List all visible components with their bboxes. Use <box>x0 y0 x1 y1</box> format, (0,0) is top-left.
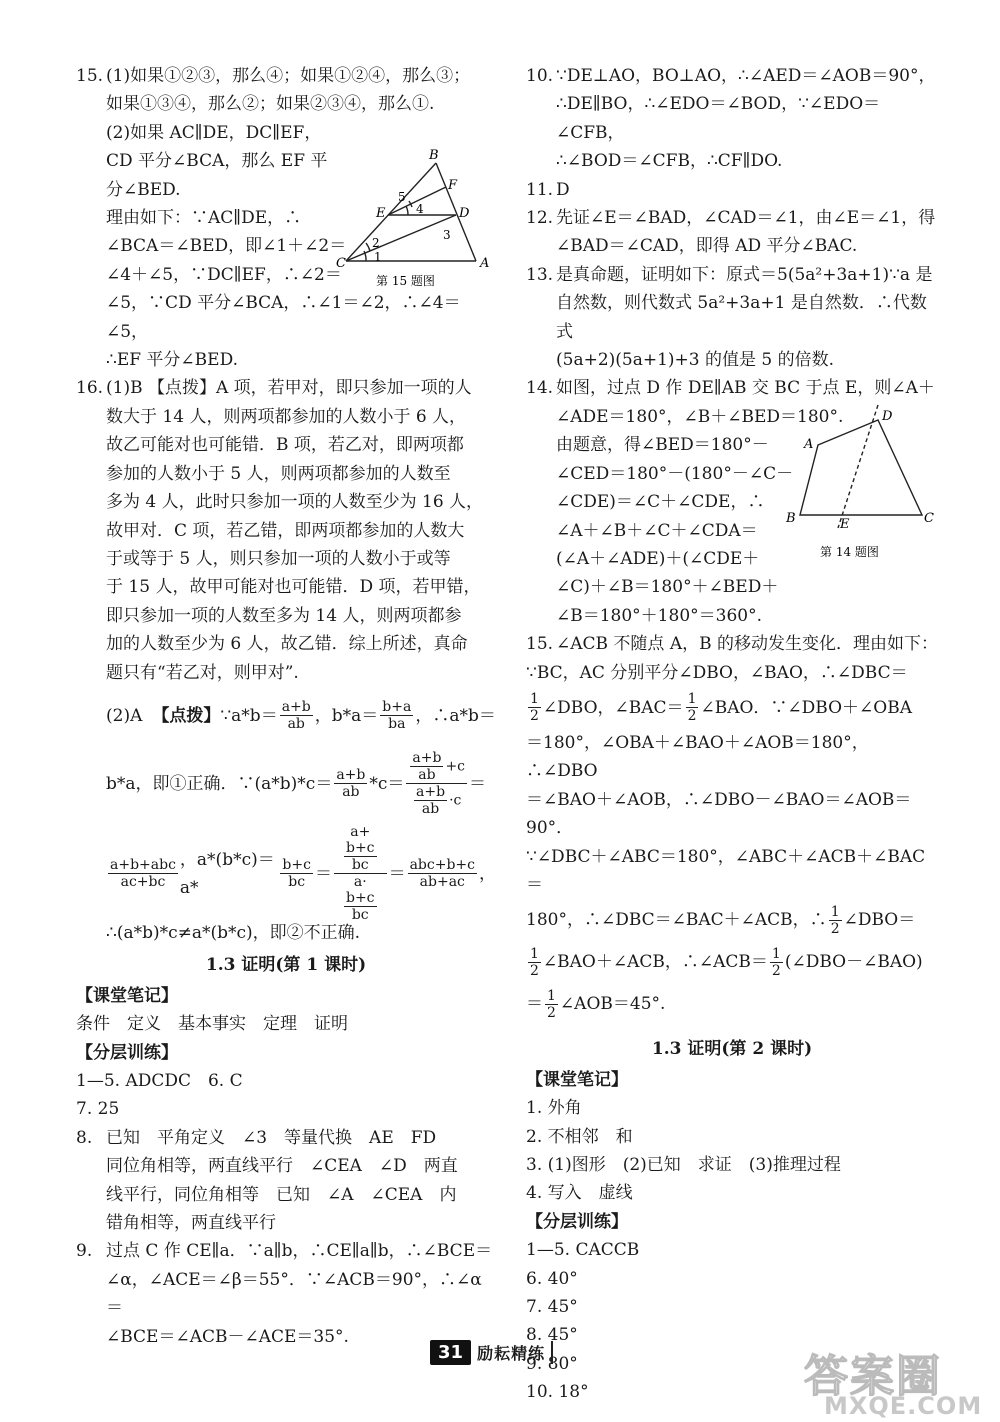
text-line: ∴DE∥BO，∴∠EDO＝∠BOD，∵∠EDO＝∠CFB， <box>556 94 881 143</box>
notes-answer: 1. 外角 <box>526 1098 582 1119</box>
q-number: 15. <box>76 66 104 86</box>
text-line: 如果①③④，那么②；如果②③④，那么①. <box>106 94 435 115</box>
notes-answer: 4. 写入 虚线 <box>526 1183 633 1204</box>
text-span: ，a*(b*c)＝a* <box>179 849 275 898</box>
figure-14-diagram <box>780 400 940 570</box>
text-line: ∠A＋∠B＋∠C＋∠CDA＝ <box>556 520 758 541</box>
text-line: ∠BCA＝∠BED，即∠1＋∠2＝ <box>106 236 347 257</box>
text-line: 加的人数至少为 6 人，故乙错．综上所述，真命 <box>106 634 468 655</box>
angle-label-4: 4 <box>416 202 424 216</box>
compound-fraction <box>334 824 387 923</box>
math-line <box>526 983 938 1025</box>
text-line: ＝∠BAO＋∠AOB，∴∠DBO－∠BAO＝∠AOB＝90°． <box>526 789 912 839</box>
text-line: 于 15 人，故甲可能对也可能错．D 项，若甲错， <box>106 577 481 598</box>
text-span: ∠DBO，∠BAC＝ <box>542 697 684 718</box>
point-label-c: C <box>924 511 934 526</box>
text-line: 过点 C 作 CE∥a．∵a∥b，∴CE∥a∥b，∴∠BCE＝ <box>106 1241 493 1262</box>
text-line: ∵∠DBC＋∠ABC＝180°，∠ABC＋∠ACB＋∠BAC＝ <box>526 846 926 895</box>
fraction <box>344 840 377 873</box>
denominator: ab <box>418 767 436 784</box>
denominator: 2 <box>687 708 697 725</box>
figure-15-diagram <box>336 145 496 291</box>
notes-heading: 【课堂笔记】 <box>526 1069 628 1090</box>
answer-line: 7. 45° <box>526 1297 578 1318</box>
numerator: b+a <box>382 699 412 716</box>
angle-label-3: 3 <box>443 228 451 242</box>
text-line: 同位角相等，两直线平行 ∠CEA ∠D 两直 <box>106 1156 458 1177</box>
text-span: *c＝ <box>369 773 405 794</box>
text-span: ，∴a*b＝ <box>415 705 496 726</box>
numerator: a+b <box>412 750 442 767</box>
training-heading: 【分层训练】 <box>76 1042 178 1063</box>
text-line: ∴∠BOD＝∠CFB，∴CF∥DO. <box>556 151 783 172</box>
part-label: (2)A <box>106 705 143 726</box>
point-label-e: E <box>840 517 850 532</box>
denominator <box>406 784 467 817</box>
text-line: ∠B＝180°＋180°＝360°. <box>556 605 762 626</box>
q8 <box>76 1124 496 1238</box>
q11 <box>526 176 938 204</box>
text-line: 多为 4 人，此时只参加一项的人数至少为 16 人， <box>106 492 484 513</box>
text-line: (1)B 【点拨】A 项，若甲对，即只参加一项的人 <box>106 378 472 399</box>
q-number: 12. <box>526 208 554 229</box>
text-span: ， <box>479 863 496 884</box>
point-label-d: D <box>882 409 893 424</box>
numerator: abc+b+c <box>409 857 475 874</box>
brand-name: 励耘精练 <box>477 1341 553 1364</box>
text-span: 180°，∴∠DBC＝∠BAC＋∠ACB，∴ <box>526 910 827 931</box>
math-line <box>526 941 938 983</box>
fraction-half <box>829 904 842 937</box>
training-heading: 【分层训练】 <box>526 1211 628 1232</box>
numerator: b+c <box>282 857 311 874</box>
numerator: a+b <box>281 699 311 716</box>
figure-caption: 第 15 题图 <box>376 274 435 288</box>
text-span: +c <box>445 758 466 775</box>
fraction <box>410 750 443 783</box>
point-label-e: E <box>376 206 386 221</box>
notes-answer: 2. 不相邻 和 <box>526 1126 633 1147</box>
text-line: (∠A＋∠ADE)＋(∠CDE＋ <box>556 548 760 569</box>
watermark-logo: 答案圈 <box>804 1351 942 1402</box>
fraction <box>280 857 313 890</box>
notes-answer: 3. (1)图形 (2)已知 求证 (3)推理过程 <box>526 1155 841 1175</box>
answer-line: 8. 45° <box>526 1325 578 1346</box>
q12 <box>526 204 938 261</box>
answer-line: 10. 18° <box>526 1382 589 1403</box>
fraction <box>334 767 367 800</box>
denominator: ac+bc <box>120 874 166 891</box>
text-span: ∵a*b＝ <box>220 705 278 726</box>
right-column <box>526 62 938 1407</box>
math-line <box>526 899 938 941</box>
q-number: 13. <box>526 264 554 285</box>
numerator: 1 <box>830 903 840 920</box>
math-line <box>526 687 938 729</box>
text-span: ＝ <box>469 773 487 794</box>
text-line: 于或等于 5 人，则只参加一项的人数小于或等 <box>106 548 451 569</box>
angle-label-1: 1 <box>374 250 382 264</box>
numerator: a+b+abc <box>110 857 176 874</box>
q15-right <box>526 630 938 658</box>
fraction-half <box>770 946 783 979</box>
text-line: ∵DE⊥AO，BO⊥AO，∴∠AED＝∠AOB＝90°， <box>556 66 936 86</box>
numerator <box>406 750 467 784</box>
angle-label-2: 2 <box>372 236 380 250</box>
text-span: a+ <box>350 824 371 841</box>
text-line: CD 平分∠BCA，那么 EF 平 <box>106 151 328 172</box>
text-line: ∠BCE＝∠ACB－∠ACE＝35°. <box>106 1326 349 1347</box>
section-title: 1.3 证明(第 1 课时) <box>205 955 367 976</box>
answer-line: 1—5. CACCB <box>526 1240 640 1261</box>
math-line <box>106 739 496 829</box>
text-span: ∠BAO．∵∠DBO＋∠OBA <box>700 697 913 718</box>
denominator: 2 <box>771 962 781 979</box>
text-line: 即只参加一项的人数至多为 14 人，则两项都参 <box>106 605 462 626</box>
numerator: 1 <box>771 945 781 962</box>
text-line: 数大于 14 人，则两项都参加的人数小于 6 人， <box>106 406 467 427</box>
q-number: 15. <box>526 634 554 655</box>
text-span: ∠BAO＋∠ACB，∴∠ACB＝ <box>542 952 768 973</box>
fraction <box>108 857 178 890</box>
q-number: 10. <box>526 66 554 86</box>
denominator <box>334 874 387 923</box>
answer-line: 9. 80° <box>526 1353 578 1374</box>
text-line: ∠ACB 不随点 A，B 的移动发生变化．理由如下： <box>556 634 939 655</box>
numerator: b+c <box>345 890 375 907</box>
text-line: ∠4＋∠5，∵DC∥EF，∴∠2＝ <box>106 264 342 285</box>
text-span: ＝ <box>526 994 543 1015</box>
numerator: 1 <box>530 691 539 708</box>
notes-answers: 条件 定义 基本事实 定理 证明 <box>76 1014 348 1035</box>
fraction <box>280 699 313 732</box>
hint-tag: 【点拨】 <box>152 705 221 726</box>
denominator: ab <box>287 716 305 733</box>
text-line: ∵BC，AC 分别平分∠DBO，∠BAO，∴∠DBC＝ <box>526 662 908 683</box>
text-line: 题只有“若乙对，则甲对”. <box>106 662 299 683</box>
text-line: 线平行，同位角相等 已知 ∠A ∠CEA 内 <box>106 1184 457 1205</box>
numerator: 1 <box>530 945 539 962</box>
text-line: ∠CED＝180°－(180°－∠C－ <box>556 463 794 484</box>
text-line: ∠α，∠ACE＝∠β＝55°．∵∠ACB＝90°，∴∠α＝ <box>106 1269 482 1319</box>
text-line: 理由如下：∵AC∥DE，∴ <box>106 208 302 229</box>
text-line: 如图，过点 D 作 DE∥AB 交 BC 于点 E，则∠A＋ <box>556 378 935 399</box>
text-line: 由题意，得∠BED＝180°－ <box>556 435 769 456</box>
point-label-b: B <box>429 148 439 163</box>
text-span: ·c <box>449 792 462 809</box>
text-line: ∴EF 平分∠BED. <box>106 350 238 371</box>
text-span: a· <box>353 874 367 891</box>
numerator: a+b <box>416 784 446 801</box>
point-label-a: A <box>480 256 490 271</box>
section-title: 1.3 证明(第 2 课时) <box>651 1039 813 1060</box>
fraction <box>408 857 477 890</box>
point-label-f: F <box>448 178 458 193</box>
denominator: 2 <box>547 1004 556 1021</box>
point-label-c: C <box>336 256 346 271</box>
q-number: 11. <box>526 179 554 200</box>
text-line: ∠C)＋∠B＝180°＋∠BED＋ <box>556 577 779 598</box>
text-line: 分∠BED. <box>106 179 181 200</box>
q10 <box>526 62 938 176</box>
numerator: 1 <box>547 987 556 1004</box>
text-line: 参加的人数小于 5 人，则两项都参加的人数至 <box>106 463 451 484</box>
text-span: ＝ <box>388 863 406 884</box>
text-span: ＝ <box>314 863 332 884</box>
page-footer <box>430 1340 553 1365</box>
point-label-d: D <box>459 206 470 221</box>
text-line: ＝180°，∠OBA＋∠BAO＋∠AOB＝180°，∴∠DBO <box>526 732 869 782</box>
text-line: D <box>556 179 570 200</box>
text-span: ∠AOB＝45°. <box>559 994 666 1015</box>
text-line: 故甲对．C 项，若乙错，即两项都参加的人数大 <box>106 520 465 541</box>
numerator: a+b <box>336 767 366 784</box>
point-label-a: A <box>804 437 814 452</box>
denominator: ab+ac <box>419 874 465 891</box>
text-line: (1)如果①②③，那么④；如果①②④，那么③； <box>106 66 471 86</box>
numerator <box>334 824 387 874</box>
text-line: ∴(a*b)*c≠a*(b*c)，即②不正确. <box>106 922 361 943</box>
text-line: 故乙可能对也可能错．B 项，若乙对，即两项都 <box>106 435 464 456</box>
denominator: 2 <box>530 962 539 979</box>
point-label-b: B <box>786 511 796 526</box>
denominator: ab <box>342 784 360 801</box>
answer-line: 7. 25 <box>76 1099 120 1120</box>
denominator: 2 <box>530 708 539 725</box>
text-line: (5a+2)(5a+1)+3 的值是 5 的倍数. <box>556 350 835 371</box>
fraction <box>380 699 413 732</box>
page-number: 31 <box>430 1340 471 1365</box>
denominator: bc <box>351 857 369 874</box>
denominator: bc <box>288 874 306 891</box>
q-number: 16. <box>76 378 104 399</box>
fraction-half <box>528 946 541 979</box>
figure-caption: 第 14 题图 <box>820 545 879 559</box>
text-line: ∠CDE)＝∠C＋∠CDE，∴ <box>556 492 765 513</box>
text-line: 自然数，则代数式 5a²+3a+1 是自然数．∴代数式 <box>556 293 927 342</box>
fraction-half <box>686 691 699 724</box>
q13 <box>526 261 938 375</box>
fraction-half <box>545 988 558 1021</box>
q-number: 14. <box>526 378 554 399</box>
math-line <box>106 693 496 739</box>
q-number: 8. <box>76 1127 93 1148</box>
numerator: b+c <box>345 840 375 857</box>
text-line: ∠ADE＝180°，∠B＋∠BED＝180°. <box>556 406 844 427</box>
answer-line: 1—5. ADCDC 6. C <box>76 1070 243 1091</box>
compound-fraction <box>406 750 467 817</box>
fraction <box>414 784 447 817</box>
figure-14 <box>780 400 940 570</box>
text-line: (2)如果 AC∥DE，DC∥EF， <box>106 122 322 143</box>
text-line: 先证∠E＝∠BAD，∠CAD＝∠1，由∠E＝∠1，得 <box>556 208 936 229</box>
q9 <box>76 1237 496 1351</box>
denominator: ab <box>421 801 440 818</box>
text-line: 错角相等，两直线平行 <box>106 1213 276 1233</box>
math-line <box>106 824 496 924</box>
text-span: ∠DBO＝ <box>843 910 916 931</box>
watermark <box>800 1340 990 1420</box>
angle-label-5: 5 <box>398 190 406 204</box>
denominator: 2 <box>830 920 840 937</box>
text-span: (∠DBO－∠BAO) <box>784 952 923 973</box>
figure-15 <box>336 145 496 291</box>
q16 <box>76 374 496 947</box>
text-span: ，b*a＝ <box>314 705 379 726</box>
notes-heading: 【课堂笔记】 <box>76 985 178 1006</box>
text-line: ∠BAD＝∠CAD，即得 AD 平分∠BAC. <box>556 236 858 257</box>
text-line: ∠5，∵CD 平分∠BCA，∴∠1＝∠2，∴∠4＝∠5， <box>106 293 461 342</box>
watermark-url: MXQE.COM <box>824 1392 983 1420</box>
text-line: 是真命题，证明如下：原式＝5(5a²+3a+1)∵a 是 <box>556 264 933 285</box>
denominator: bc <box>351 907 369 924</box>
numerator: 1 <box>687 691 697 708</box>
text-span: b*a，即①正确．∵(a*b)*c＝ <box>106 773 333 794</box>
denominator: ba <box>388 716 406 733</box>
fraction-half <box>528 691 541 724</box>
answer-line: 6. 40° <box>526 1268 578 1289</box>
q-number: 9. <box>76 1241 93 1262</box>
text-line: 已知 平角定义 ∠3 等量代换 AE FD <box>106 1127 437 1148</box>
